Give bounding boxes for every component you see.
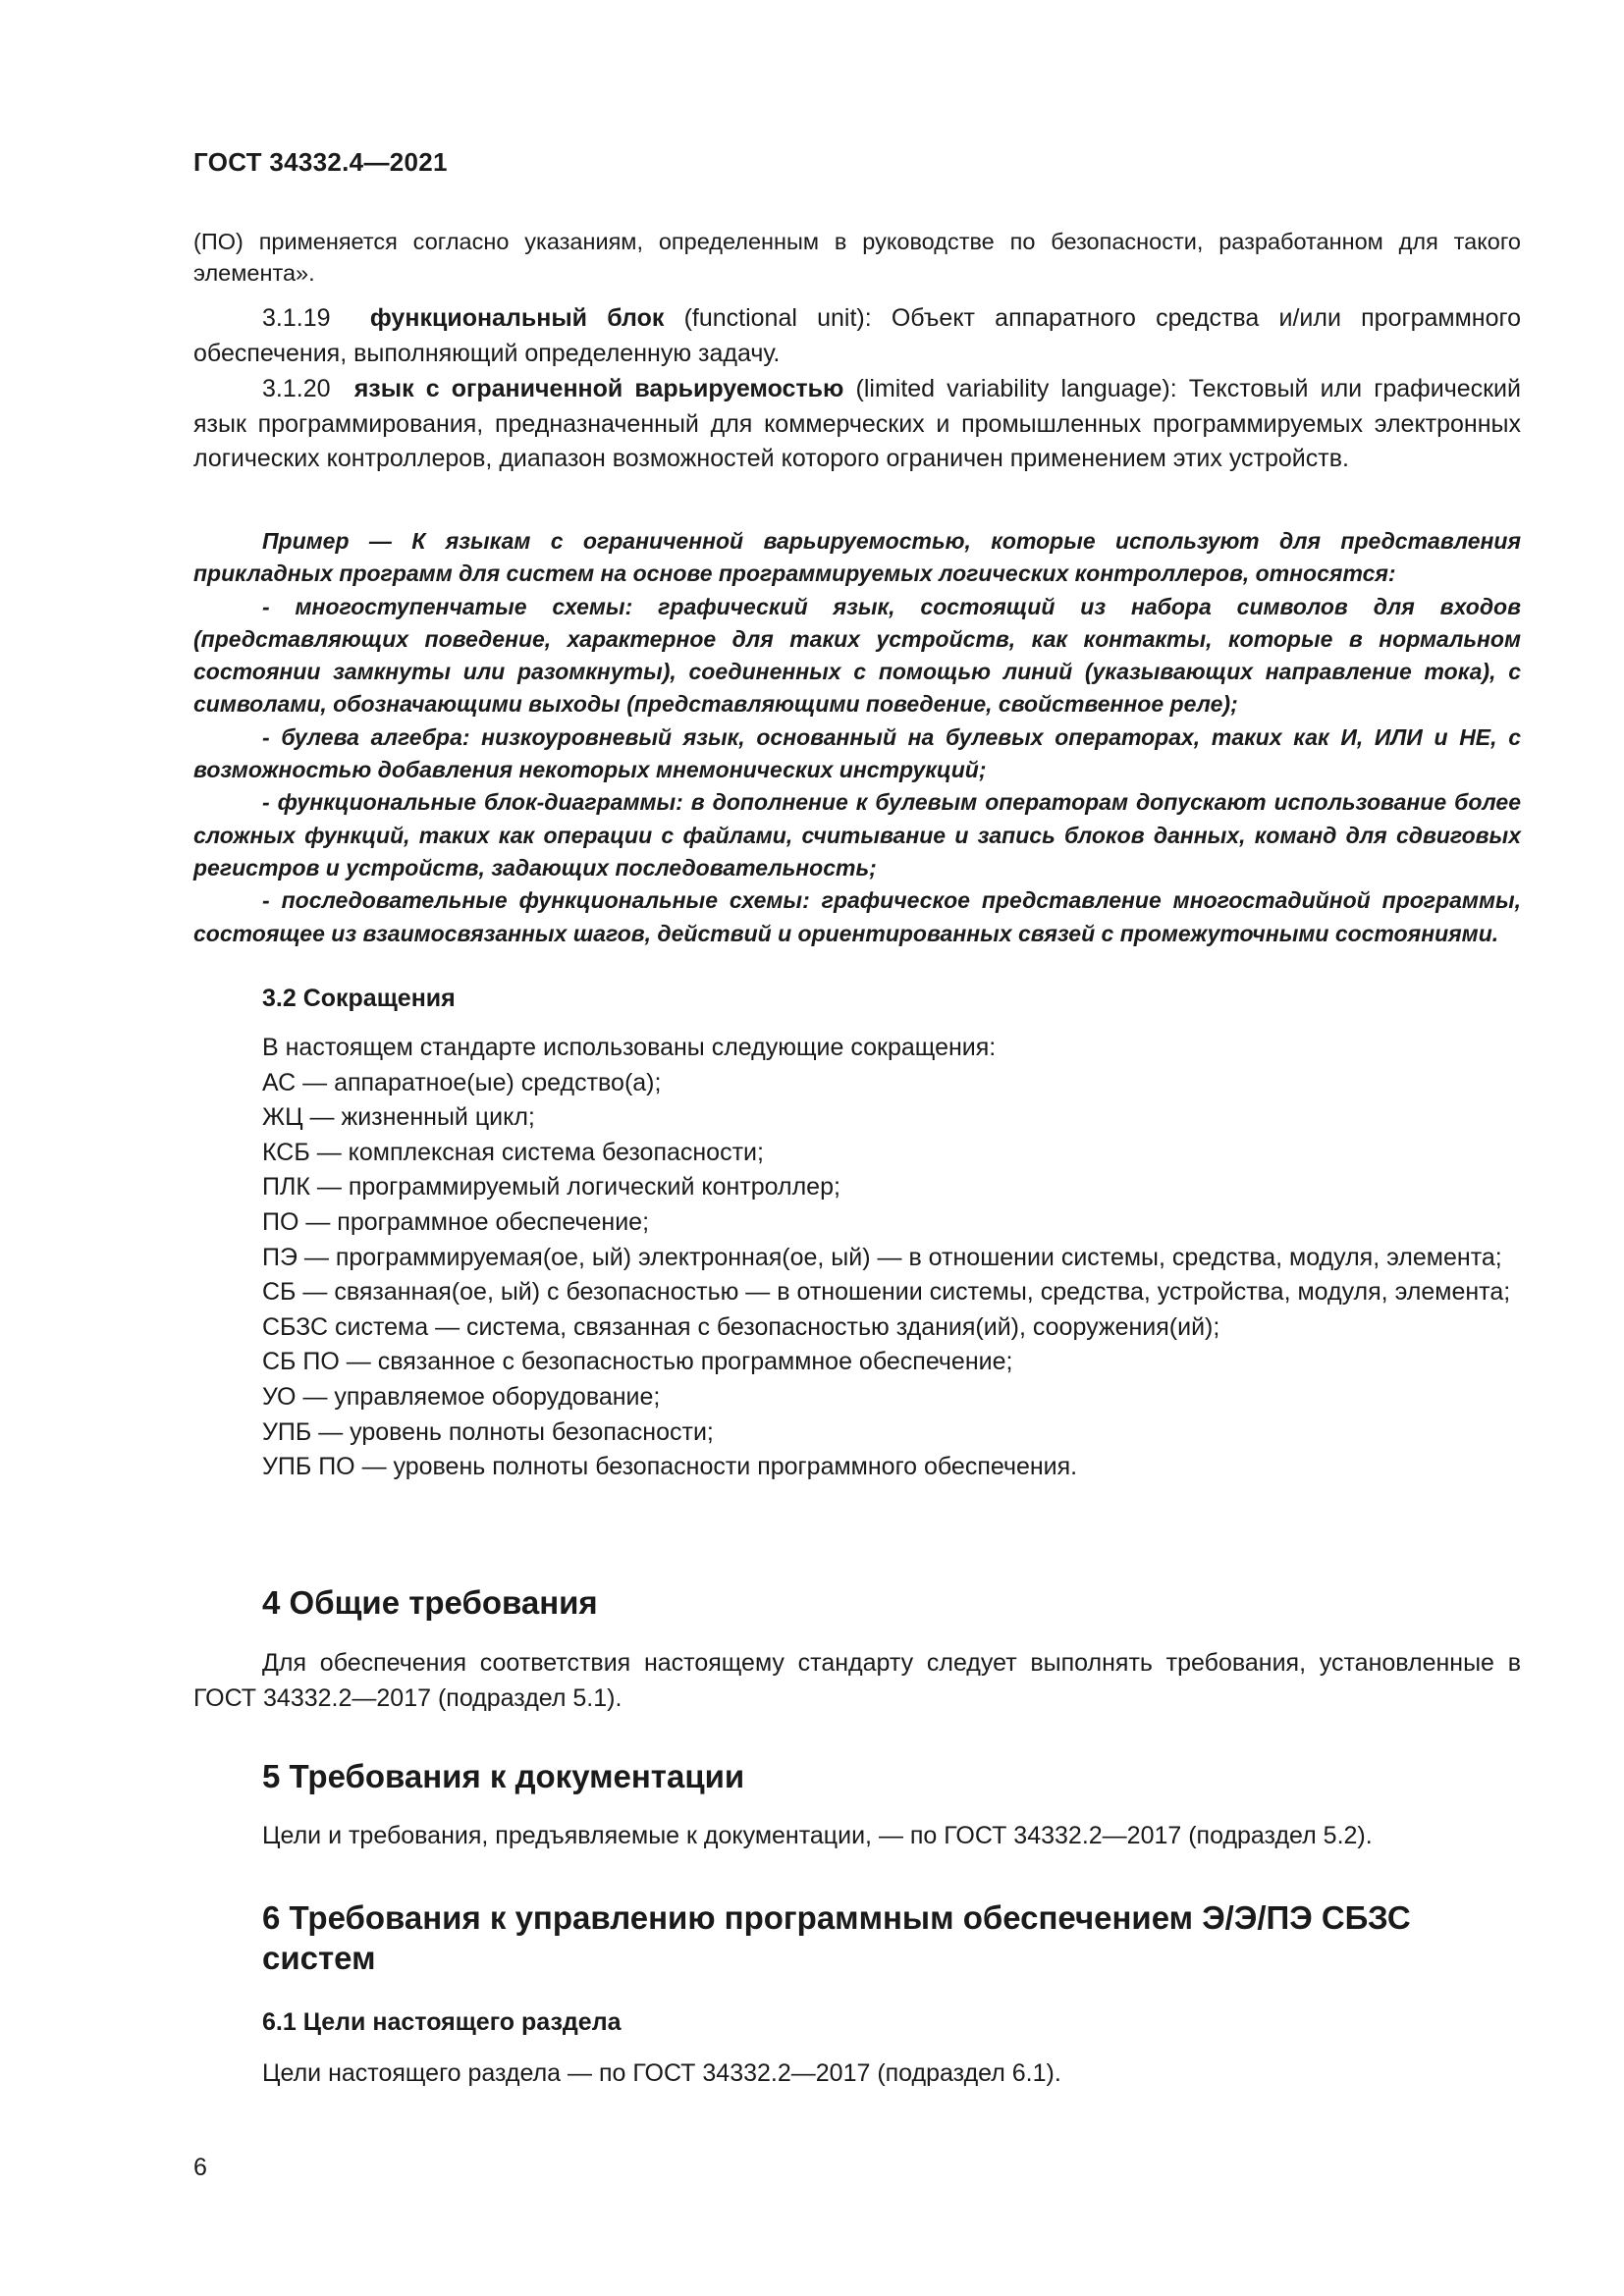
example-item: - булева алгебра: низкоуровневый язык, основанный на булевых операторах, таких как И, ИЛИ и НЕ, с возможностью добавления некоторых мнемонических инструкций; bbox=[193, 723, 1521, 783]
abbreviation-item: ПЛК — программируемый логический контроллер; bbox=[262, 1173, 840, 1201]
example-note bbox=[193, 525, 1521, 950]
example-item: - последовательные функциональные схемы: графическое представление многостадийной программы, состоящее из взаимосвязанных шагов, действий и ориентированных связей с промежуточными состояниями. bbox=[193, 887, 1521, 946]
section-3-2-heading: 3.2 Сокращения bbox=[262, 985, 456, 1012]
section-5-heading: 5 Требования к документации bbox=[262, 1758, 745, 1794]
section-6-heading: 6 Требования к управлению программным обеспечением Э/Э/ПЭ СБЗС систем bbox=[262, 1899, 1411, 1976]
page-number: 6 bbox=[193, 2154, 207, 2181]
example-item: - многоступенчатые схемы: графический язык, состоящий из набора символов для входов (представляющих поведение, характерное для таких устройств, как контакты, которые в нормальном состоянии замкнуты или разомкнуты), соединенных с помощью линий (указывающих направление тока), с символами, обозначающими выходы (представляющими поведение, свойственное реле); bbox=[193, 593, 1521, 718]
definition-term: функциональный блок bbox=[369, 304, 665, 332]
abbreviation-item: ПО — программное обеспечение; bbox=[262, 1207, 650, 1236]
definition-term: язык с ограниченной варьируемостью bbox=[353, 375, 844, 402]
abbreviation-item: УО — управляемое оборудование; bbox=[262, 1382, 661, 1411]
abbreviation-item: СБ ПО — связанное с безопасностью программное обеспечение; bbox=[262, 1348, 1013, 1376]
section-4-heading: 4 Общие требования bbox=[262, 1584, 598, 1621]
definition-3-1-20 bbox=[193, 372, 1521, 477]
abbreviation-item: СБЗС система — система, связанная с безопасностью здания(ий), сооружения(ий); bbox=[262, 1312, 1220, 1341]
abbreviation-item: УПБ ПО — уровень полноты безопасности программного обеспечения. bbox=[262, 1453, 1078, 1481]
abbreviation-item: КСБ — комплексная система безопасности; bbox=[262, 1138, 764, 1166]
abbreviation-item: АС — аппаратное(ые) средство(а); bbox=[262, 1068, 662, 1096]
abbreviation-item: ЖЦ — жизненный цикл; bbox=[262, 1103, 535, 1132]
definition-number: 3.1.19 bbox=[262, 304, 331, 332]
document-id-header: ГОСТ 34332.4—2021 bbox=[193, 147, 448, 177]
example-intro: Пример — К языкам с ограниченной варьируемостью, которые используют для представления прикладных программ для систем на основе программируемых логических контроллеров, относятся: bbox=[193, 528, 1521, 587]
example-item: - функциональные блок-диаграммы: в дополнение к булевым операторам допускают использование более сложных функций, таких как операции с файлами, считывание и запись блоков данных, команд для сдвиговых регистров и устройств, задающих последовательность; bbox=[193, 789, 1521, 881]
abbreviation-item: СБ — связанная(ое, ый) с безопасностью — в отношении системы, средства, устройства, модуля, элемента; bbox=[262, 1278, 1511, 1307]
abbreviations-list bbox=[193, 1031, 1521, 1485]
definition-text: (functional unit): Объект аппаратного средства и/или программного обеспечения, выполняющий определенную задачу. bbox=[193, 304, 1521, 367]
definition-3-1-19 bbox=[193, 301, 1521, 371]
section-6-1-text: Цели настоящего раздела — по ГОСТ 34332.2—2017 (подраздел 6.1). bbox=[262, 2059, 1061, 2087]
continuation-paragraph: (ПО) применяется согласно указаниям, определенным в руководстве по безопасности, разработанном для такого элемента». bbox=[193, 229, 1521, 286]
section-5-text: Цели и требования, предъявляемые к документации, — по ГОСТ 34332.2—2017 (подраздел 5.2). bbox=[262, 1822, 1373, 1849]
abbreviation-item: ПЭ — программируемая(ое, ый) электронная(ое, ый) — в отношении системы, средства, модуля, элемента; bbox=[262, 1243, 1502, 1271]
section-4-text: Для обеспечения соответствия настоящему стандарту следует выполнять требования, установленные в ГОСТ 34332.2—2017 (подраздел 5.1). bbox=[193, 1649, 1521, 1712]
definition-number: 3.1.20 bbox=[262, 375, 331, 402]
abbreviation-item: УПБ — уровень полноты безопасности; bbox=[262, 1417, 714, 1446]
definition-text: (limited variability language): Текстовый или графический язык программирования, предназначенный для коммерческих и промышленных программируемых электронных логических контроллеров, диапазон возможностей которого ограничен применением этих устройств. bbox=[193, 375, 1521, 472]
section-6-1-heading: 6.1 Цели настоящего раздела bbox=[262, 2008, 622, 2036]
abbreviations-intro: В настоящем стандарте использованы следующие сокращения: bbox=[262, 1034, 997, 1061]
